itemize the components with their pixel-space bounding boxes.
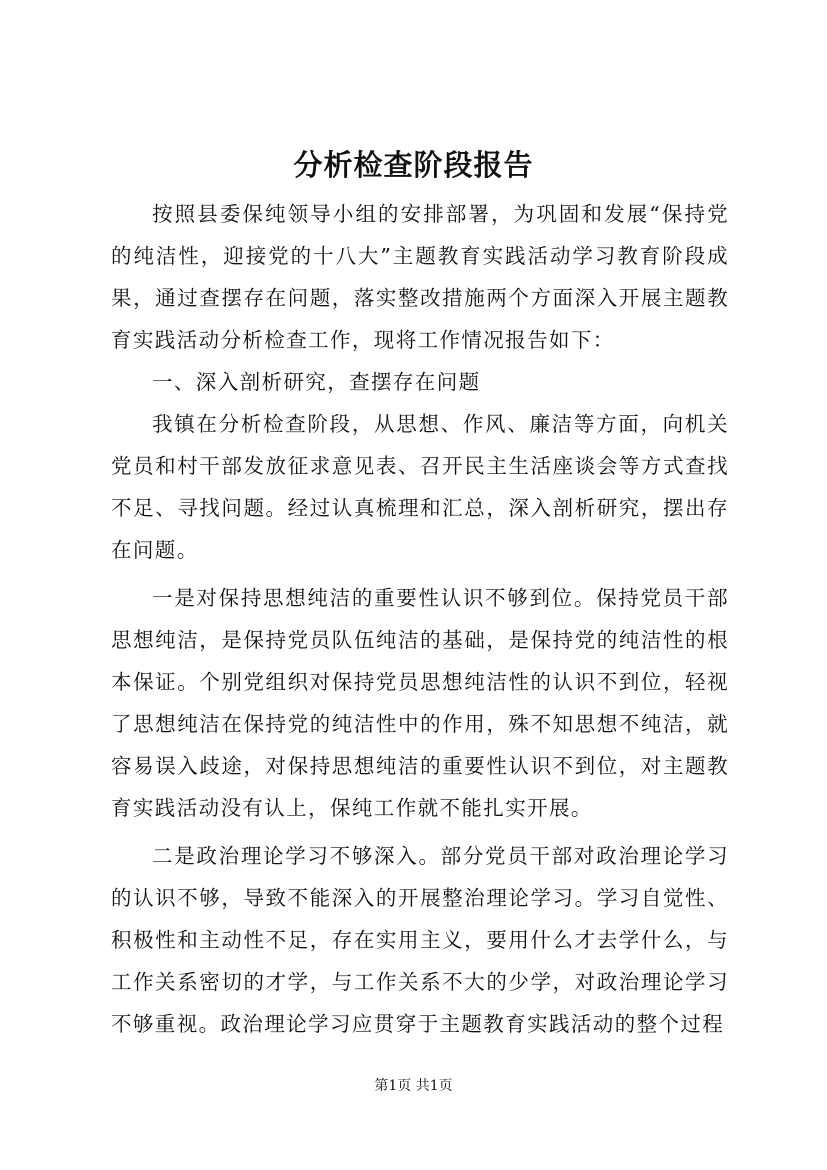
paragraph-issue-two: 二是政治理论学习不够深入。部分党员干部对政治理论学习的认识不够，导致不能深入的开展整治理论学习。学习自觉性、积极性和主动性不足，存在实用主义，要用什么才去学什么，与工作关系密切的才学，与工作关系不大的少学，对政治理论学习不够重视。政治理论学习应贯穿于主题教育实践活动的整个过程	[111, 844, 729, 1036]
paragraph-intro: 按照县委保纯领导小组的安排部署，为巩固和发展“保持党的纯洁性，迎接党的十八大”主题教育实践活动学习教育阶段成果，通过查摆存在问题，落实整改措施两个方面深入开展主题教育实践活动分析检查工作，现将工作情况报告如下：	[111, 202, 729, 352]
page-number-footer: 第1页 共1页	[374, 1078, 453, 1094]
paragraph-issue-one: 一是对保持思想纯洁的重要性认识不够到位。保持党员干部思想纯洁，是保持党员队伍纯洁的基础，是保持党的纯洁性的根本保证。个别党组织对保持党员思想纯洁性的认识不到位，轻视了思想纯洁在保持党的纯洁性中的作用，殊不知思想不纯洁，就容易误入歧途，对保持思想纯洁的重要性认识不到位，对主题教育实践活动没有认上，保纯工作就不能扎实开展。	[111, 586, 729, 820]
paragraph-analysis: 我镇在分析检查阶段，从思想、作风、廉洁等方面，向机关党员和村干部发放征求意见表、召开民主生活座谈会等方式查找不足、寻找问题。经过认真梳理和汇总，深入剖析研究，摆出存在问题。	[111, 412, 729, 562]
document-body	[111, 193, 729, 1045]
document-title: 分析检查阶段报告	[293, 148, 534, 182]
section-heading: 一、深入剖析研究，查摆存在问题	[152, 370, 481, 394]
